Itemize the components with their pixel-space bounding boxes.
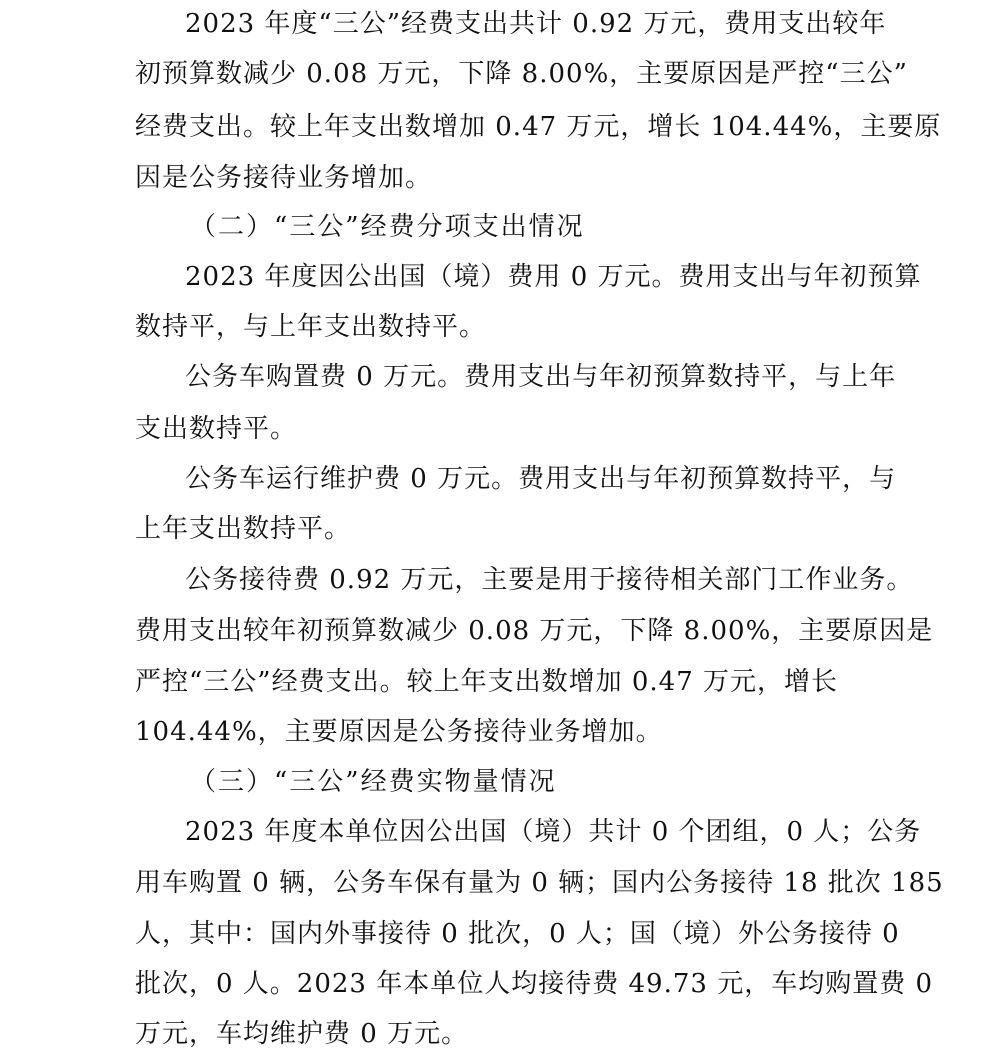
paragraph-line: 经费支出。较上年支出数增加 0.47 万元，增长 104.44%，主要原: [135, 112, 942, 142]
paragraph-line: 因是公务接待业务增加。: [135, 163, 433, 193]
section-heading-2: （二）“三公”经费分项支出情况: [190, 212, 585, 242]
paragraph-line: 费用支出较年初预算数减少 0.08 万元，下降 8.00%，主要原因是: [135, 616, 934, 646]
paragraph-line: 104.44%，主要原因是公务接待业务增加。: [135, 717, 663, 747]
paragraph-line: 严控“三公”经费支出。较上年支出数增加 0.47 万元，增长: [135, 667, 839, 697]
paragraph-line: 用车购置 0 辆，公务车保有量为 0 辆；国内公务接待 18 批次 185: [135, 868, 944, 898]
paragraph-line: 上年支出数持平。: [135, 514, 352, 544]
paragraph-line: 人，其中：国内外事接待 0 批次，0 人；国（境）外公务接待 0: [135, 919, 900, 949]
paragraph-line: 公务车运行维护费 0 万元。费用支出与年初预算数持平，与: [185, 464, 897, 494]
paragraph-line: 2023 年度因公出国（境）费用 0 万元。费用支出与年初预算: [185, 262, 922, 292]
paragraph-line: 公务车购置费 0 万元。费用支出与年初预算数持平，与上年: [185, 362, 897, 392]
section-heading-3: （三）“三公”经费实物量情况: [190, 767, 557, 797]
paragraph-line: 数持平，与上年支出数持平。: [135, 312, 487, 342]
paragraph-line: 支出数持平。: [135, 414, 298, 444]
paragraph-line: 2023 年度“三公”经费支出共计 0.92 万元，费用支出较年: [185, 9, 887, 39]
paragraph-line: 公务接待费 0.92 万元，主要是用于接待相关部门工作业务。: [185, 565, 914, 595]
paragraph-line: 2023 年度本单位因公出国（境）共计 0 个团组，0 人；公务: [185, 817, 922, 847]
paragraph-line: 批次，0 人。2023 年本单位人均接待费 49.73 元，车均购置费 0: [135, 969, 934, 999]
paragraph-line: 万元，车均维护费 0 万元。: [135, 1019, 469, 1049]
paragraph-line: 初预算数减少 0.08 万元，下降 8.00%，主要原因是严控“三公”: [135, 59, 908, 89]
